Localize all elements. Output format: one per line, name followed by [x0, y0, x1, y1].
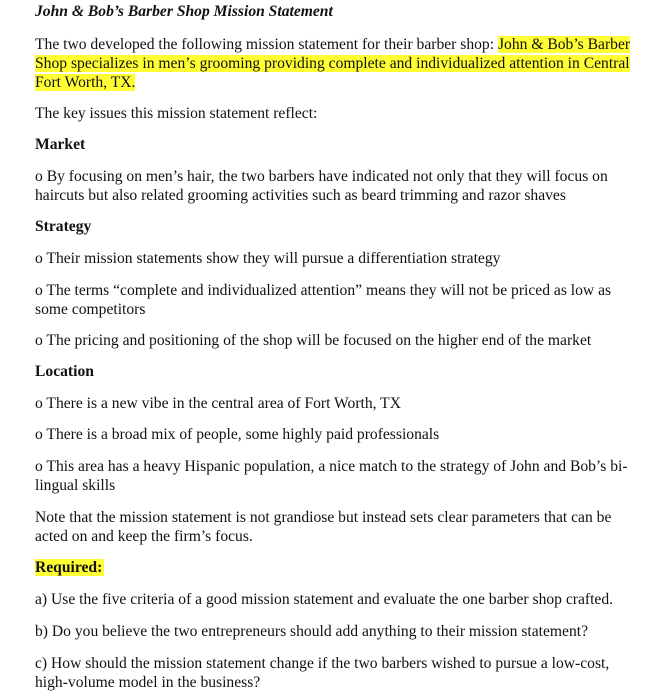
- key-issues-text: The key issues this mission statement reflect:: [35, 105, 318, 122]
- question-c-line-1: c) How should the mission statement change if the two barbers wished to pursue a low-cost,: [35, 655, 610, 672]
- intro-lead: The two developed the following mission statement for their barber shop:: [35, 36, 498, 53]
- required-label: Required:: [35, 559, 103, 576]
- question-a: a) Use the five criteria of a good mission statement and evaluate the one barber shop crafted.: [35, 591, 614, 608]
- note-line-1: Note that the mission statement is not grandiose but instead sets clear parameters that can be: [35, 509, 612, 526]
- location-item-3-line-1: o This area has a heavy Hispanic population, a nice match to the strategy of John and Bob’s bi-: [35, 458, 628, 475]
- strategy-heading: Strategy: [35, 218, 92, 235]
- mission-statement-highlight-2: Shop specializes in men’s grooming providing complete and individualized attention in Central: [35, 55, 630, 72]
- note-line-2: acted on and keep the firm’s focus.: [35, 528, 253, 545]
- intro-paragraph-line-3: [35, 73, 135, 93]
- strategy-item-2-line-1: o The terms “complete and individualized attention” means they will not be priced as low as: [35, 282, 612, 299]
- strategy-item-1: o Their mission statements show they will pursue a differentiation strategy: [35, 250, 501, 267]
- document-title: John & Bob’s Barber Shop Mission Statement: [35, 3, 333, 20]
- location-item-2: o There is a broad mix of people, some highly paid professionals: [35, 426, 440, 443]
- question-b: b) Do you believe the two entrepreneurs should add anything to their mission statement?: [35, 623, 589, 640]
- strategy-item-2-line-2: some competitors: [35, 301, 146, 318]
- required-heading: [35, 558, 104, 578]
- mission-statement-highlight-3: Fort Worth, TX.: [35, 74, 136, 91]
- market-item-1-line-2: haircuts but also related grooming activities such as beard trimming and razor shaves: [35, 187, 566, 204]
- question-c-line-2: high-volume model in the business?: [35, 674, 261, 691]
- location-item-1: o There is a new vibe in the central area of Fort Worth, TX: [35, 395, 401, 412]
- location-item-3-line-2: lingual skills: [35, 477, 116, 494]
- intro-paragraph-line-2: [35, 54, 630, 74]
- mission-statement-highlight-1: John & Bob’s Barber: [497, 36, 631, 53]
- strategy-item-3: o The pricing and positioning of the shop will be focused on the higher end of the market: [35, 332, 592, 349]
- location-heading: Location: [35, 363, 94, 380]
- intro-paragraph-line-1: [35, 35, 630, 55]
- market-heading: Market: [35, 136, 86, 153]
- document-page: [35, 0, 649, 700]
- market-item-1-line-1: o By focusing on men’s hair, the two barbers have indicated not only that they will focus on: [35, 168, 608, 185]
